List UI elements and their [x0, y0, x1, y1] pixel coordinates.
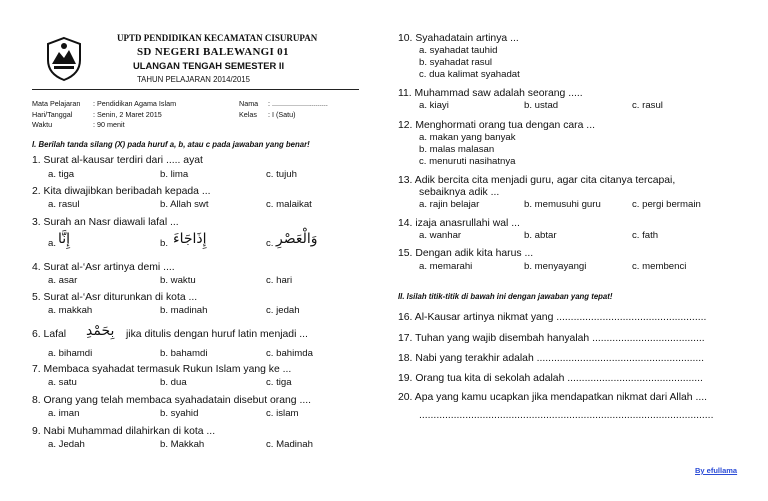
- date-label: Hari/Tanggal: [32, 110, 73, 119]
- q2-option-c[interactable]: c. malaikat: [266, 199, 312, 210]
- q3-option-a-arabic: إِنَّا: [58, 231, 71, 247]
- q10-option-a[interactable]: a. syahadat tauhid: [419, 45, 498, 56]
- question-18[interactable]: 18. Nabi yang terakhir adalah ..........................................................: [398, 353, 705, 364]
- name-label: Nama: [239, 99, 259, 108]
- q6-option-c[interactable]: c. bahimda: [266, 348, 313, 359]
- question-13-line2: sebaiknya adik ...: [419, 187, 500, 198]
- time-value: : 90 menit: [93, 120, 125, 129]
- q1-option-a[interactable]: a. tiga: [48, 169, 75, 180]
- question-19[interactable]: 19. Orang tua kita di sekolah adalah ...............................................: [398, 373, 703, 384]
- q12-option-c[interactable]: c. menuruti nasihatnya: [419, 156, 516, 167]
- q3-option-a[interactable]: a.: [48, 238, 57, 249]
- school-logo: [44, 36, 84, 82]
- question-2: 2. Kita diwajibkan beribadah kepada ...: [32, 186, 211, 197]
- question-17[interactable]: 17. Tuhan yang wajib disembah hanyalah .......................................: [398, 333, 705, 344]
- question-13: 13. Adik bercita cita menjadi guru, agar cita citanya tercapai,: [398, 175, 676, 186]
- question-6-suffix: jika ditulis dengan huruf latin menjadi ...: [126, 329, 308, 340]
- question-6-prefix: 6. Lafal: [32, 329, 67, 340]
- question-11: 11. Muhammad saw adalah seorang .....: [398, 88, 583, 99]
- question-9: 9. Nabi Muhammad dilahirkan di kota ...: [32, 426, 216, 437]
- q12-option-b[interactable]: b. malas malasan: [419, 144, 495, 155]
- subject-value: : Pendidikan Agama Islam: [93, 99, 177, 108]
- q8-option-b[interactable]: b. syahid: [160, 408, 199, 419]
- q3-option-b[interactable]: b.: [160, 238, 169, 249]
- question-4: 4. Surat al-‘Asr artinya demi ....: [32, 262, 175, 273]
- header-school: SD NEGERI BALEWANGI 01: [137, 46, 289, 58]
- q14-option-a[interactable]: a. wanhar: [419, 230, 462, 241]
- question-12: 12. Menghormati orang tua dengan cara ...: [398, 120, 595, 131]
- q4-option-b[interactable]: b. waktu: [160, 275, 196, 286]
- question-3: 3. Surah an Nasr diawali lafal ...: [32, 217, 179, 228]
- section1-instruction: I. Berilah tanda silang (X) pada huruf a, b, atau c pada jawaban yang benar!: [32, 140, 310, 149]
- header-year: TAHUN PELAJARAN 2014/2015: [137, 75, 250, 84]
- q9-option-c[interactable]: c. Madinah: [266, 439, 313, 450]
- question-1: 1. Surat al-kausar terdiri dari ..... ayat: [32, 155, 203, 166]
- q5-option-b[interactable]: b. madinah: [160, 305, 208, 316]
- q12-option-a[interactable]: a. makan yang banyak: [419, 132, 516, 143]
- q4-option-c[interactable]: c. hari: [266, 275, 293, 286]
- question-20-answer-line[interactable]: ......................................................................................................: [419, 410, 714, 421]
- date-value: : Senin, 2 Maret 2015: [93, 110, 162, 119]
- q13-option-b[interactable]: b. memusuhi guru: [524, 199, 601, 210]
- q1-option-b[interactable]: b. lima: [160, 169, 189, 180]
- q2-option-a[interactable]: a. rasul: [48, 199, 80, 210]
- question-10: 10. Syahadatain artinya ...: [398, 33, 519, 44]
- question-7: 7. Membaca syahadat termasuk Rukun Islam yang ke ...: [32, 364, 292, 375]
- q8-option-c[interactable]: c. islam: [266, 408, 299, 419]
- header-exam: ULANGAN TENGAH SEMESTER II: [133, 60, 285, 71]
- header-agency: UPTD PENDIDIKAN KECAMATAN CISURUPAN: [117, 33, 318, 43]
- q14-option-b[interactable]: b. abtar: [524, 230, 557, 241]
- q14-option-c[interactable]: c. fath: [632, 230, 659, 241]
- q3-option-c[interactable]: c.: [266, 238, 274, 249]
- q10-option-b[interactable]: b. syahadat rasul: [419, 57, 493, 68]
- q5-option-c[interactable]: c. jedah: [266, 305, 300, 316]
- question-20: 20. Apa yang kamu ucapkan jika mendapatkan nikmat dari Allah ....: [398, 392, 708, 403]
- q15-option-b[interactable]: b. menyayangi: [524, 261, 587, 272]
- q3-option-c-arabic: وَالْعَصْرِ: [276, 231, 318, 247]
- question-15: 15. Dengan adik kita harus ...: [398, 248, 534, 259]
- question-5: 5. Surat al-‘Asr diturunkan di kota ...: [32, 292, 198, 303]
- q7-option-c[interactable]: c. tiga: [266, 377, 292, 388]
- q3-option-b-arabic: إِذَاجَاءَ: [173, 231, 207, 247]
- question-16[interactable]: 16. Al-Kausar artinya nikmat yang ....................................................: [398, 312, 707, 323]
- q11-option-a[interactable]: a. kiayi: [419, 100, 449, 111]
- q15-option-c[interactable]: c. membenci: [632, 261, 687, 272]
- q6-option-a[interactable]: a. bihamdi: [48, 348, 93, 359]
- q6-option-b[interactable]: b. bahamdi: [160, 348, 208, 359]
- question-8: 8. Orang yang telah membaca syahadatain disebut orang ....: [32, 395, 311, 406]
- credit-link[interactable]: By efullama: [695, 466, 738, 475]
- class-value: : I (Satu): [268, 110, 296, 119]
- q9-option-b[interactable]: b. Makkah: [160, 439, 205, 450]
- time-label: Waktu: [32, 120, 53, 129]
- class-label: Kelas: [239, 110, 257, 119]
- q11-option-c[interactable]: c. rasul: [632, 100, 663, 111]
- name-field[interactable]: : ............................: [268, 99, 328, 108]
- q2-option-b[interactable]: b. Allah swt: [160, 199, 209, 210]
- q15-option-a[interactable]: a. memarahi: [419, 261, 473, 272]
- q11-option-b[interactable]: b. ustad: [524, 100, 559, 111]
- q7-option-a[interactable]: a. satu: [48, 377, 77, 388]
- q7-option-b[interactable]: b. dua: [160, 377, 187, 388]
- header-divider: [32, 89, 359, 90]
- q10-option-c[interactable]: c. dua kalimat syahadat: [419, 69, 520, 80]
- q8-option-a[interactable]: a. iman: [48, 408, 80, 419]
- q4-option-a[interactable]: a. asar: [48, 275, 78, 286]
- question-6-arabic: بِحَمْدِ: [86, 323, 115, 339]
- q13-option-a[interactable]: a. rajin belajar: [419, 199, 480, 210]
- q13-option-c[interactable]: c. pergi bermain: [632, 199, 701, 210]
- q1-option-c[interactable]: c. tujuh: [266, 169, 297, 180]
- q5-option-a[interactable]: a. makkah: [48, 305, 93, 316]
- subject-label: Mata Pelajaran: [32, 99, 81, 108]
- question-14: 14. izaja anasrullahi wal ...: [398, 218, 520, 229]
- section2-instruction: II. Isilah titik-titik di bawah ini dengan jawaban yang tepat!: [398, 292, 613, 301]
- q9-option-a[interactable]: a. Jedah: [48, 439, 85, 450]
